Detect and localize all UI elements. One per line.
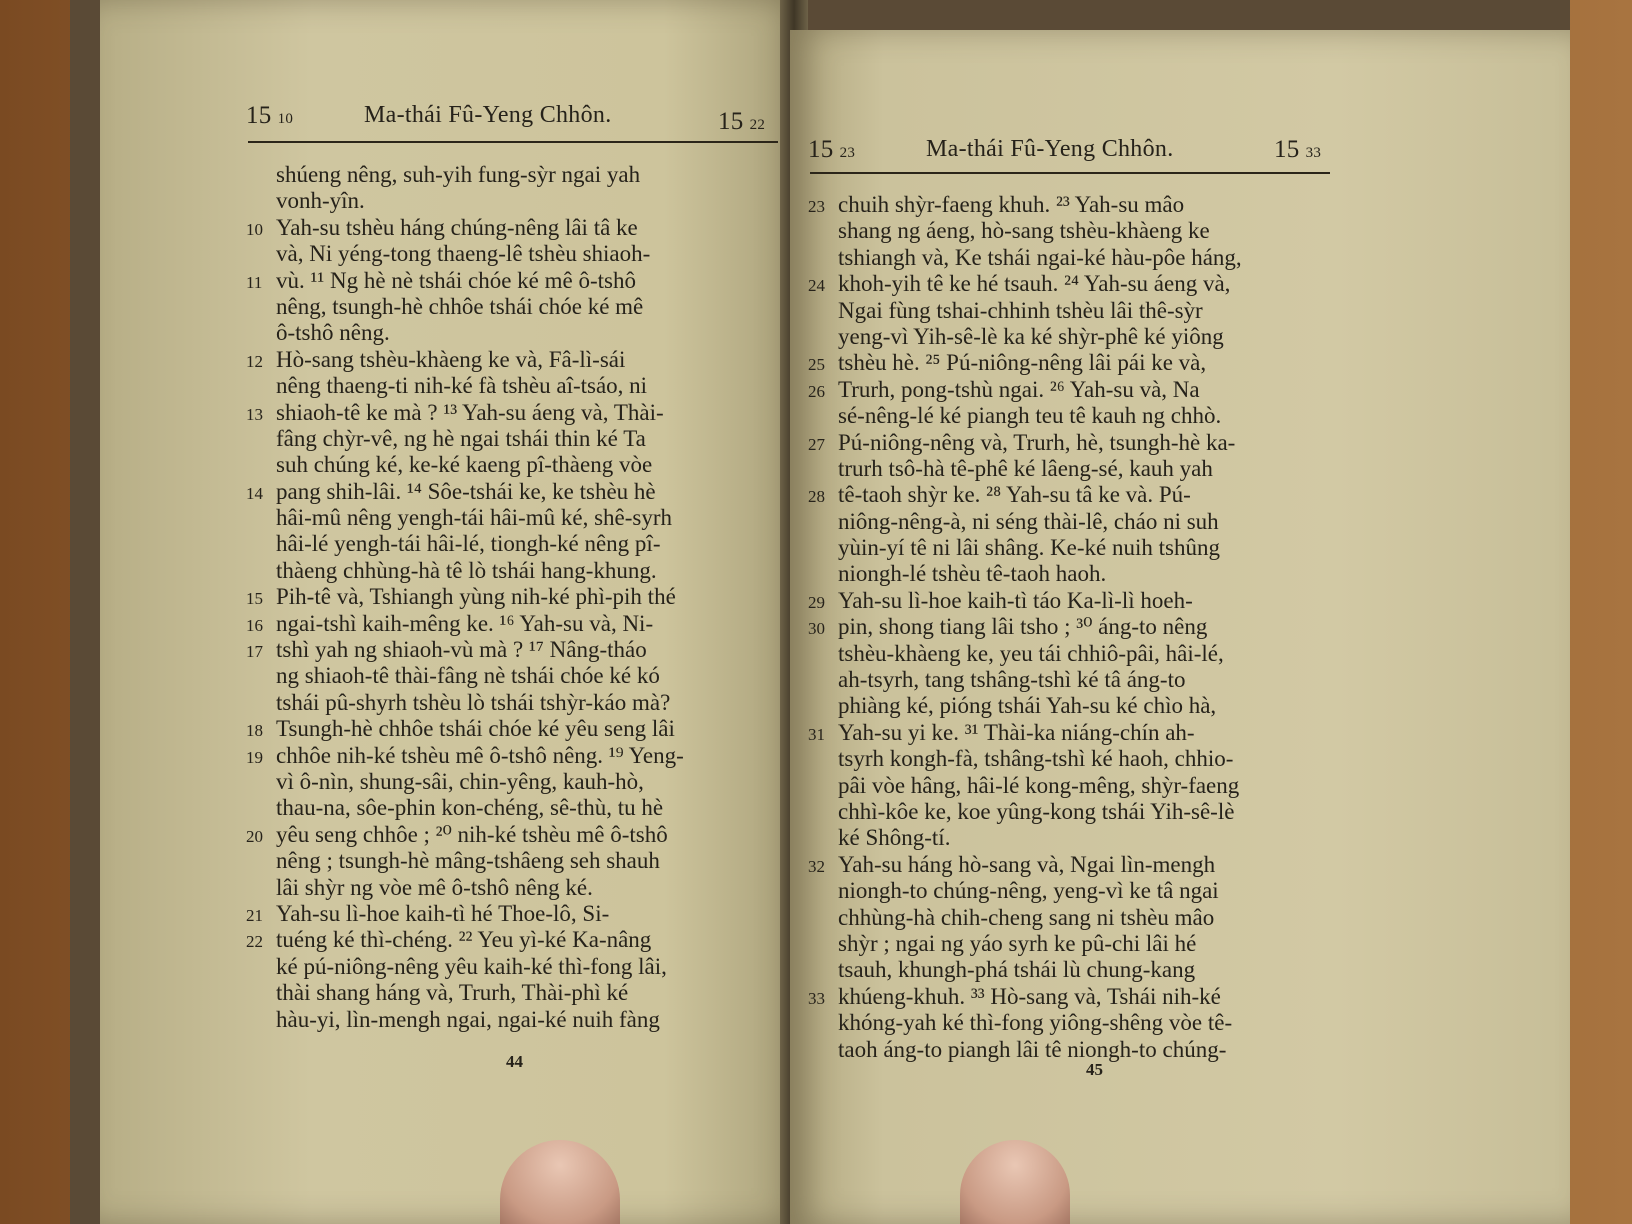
line-text: phiàng ké, pióng tshái Yah-su ké chìo hà, xyxy=(838,693,1217,719)
line-text: fâng chỳr-vê, ng hè ngai tshái thin ké Ta xyxy=(276,425,646,451)
line-text: tuéng ké thì-chéng. ²² Yeu yì-ké Ka-nâng xyxy=(276,927,652,953)
line-text: tê-taoh shỳr ke. ²⁸ Yah-su tâ ke và. Pú- xyxy=(838,482,1191,508)
line-text: shang ng áeng, hò-sang tshèu-khàeng ke xyxy=(838,218,1210,244)
left-header-last-verse: 22 xyxy=(749,117,766,133)
line-text: yeng-vì Yih-sê-lè ka ké shỳr-phê ké yiông xyxy=(838,323,1224,349)
line-text: lâi shỳr ng vòe mê ô-tshô nêng ké. xyxy=(276,874,593,900)
line-text: tshèu-khàeng ke, yeu tái chhiô-pâi, hâi-lé, xyxy=(838,640,1224,666)
text-line xyxy=(808,641,1368,667)
line-text: yùin-yí tê ni lâi shâng. Ke-ké nuih tshûng xyxy=(838,535,1220,561)
verse-number: 29 xyxy=(808,592,825,612)
text-line xyxy=(246,479,781,505)
line-text: ngai-tshì kaih-mêng ke. ¹⁶ Yah-su và, Ni- xyxy=(276,610,654,636)
text-line xyxy=(246,400,781,426)
line-text: yêu seng chhôe ; ²⁰ nih-ké tshèu mê ô-tshô xyxy=(276,821,668,847)
line-text: pâi vòe hâng, hâi-lé kong-mêng, shỳr-faeng xyxy=(838,772,1240,798)
text-line xyxy=(246,927,781,953)
line-text: niongh-to chúng-nêng, yeng-vì ke tâ ngai xyxy=(838,878,1219,904)
text-line xyxy=(808,984,1368,1010)
text-line xyxy=(808,271,1368,297)
verse-number: 25 xyxy=(808,355,825,375)
line-text: chhì-kôe ke, koe yûng-kong tshái Yih-sê-lè xyxy=(838,798,1235,824)
text-line xyxy=(808,693,1368,719)
verse-number: 18 xyxy=(246,721,263,741)
text-line xyxy=(808,825,1368,851)
verse-number: 30 xyxy=(808,619,825,639)
right-header-chapter-right xyxy=(1274,136,1321,164)
line-text: nêng, tsungh-hè chhôe tshái chóe ké mê xyxy=(276,293,644,319)
line-text: thài shang háng và, Trurh, Thài-phì ké xyxy=(276,980,629,1006)
text-line xyxy=(808,403,1368,429)
line-text: shiaoh-tê ke mà ? ¹³ Yah-su áeng và, Thài- xyxy=(276,399,664,425)
verse-number: 17 xyxy=(246,642,263,662)
text-line xyxy=(246,294,781,320)
verse-number: 31 xyxy=(808,724,825,744)
text-line xyxy=(246,347,781,373)
line-text: khoh-yih tê ke hé tsauh. ²⁴ Yah-su áeng và, xyxy=(838,271,1231,297)
text-line xyxy=(808,298,1368,324)
line-text: suh chúng ké, ke-ké kaeng pî-thàeng vòe xyxy=(276,452,653,478)
verse-number: 15 xyxy=(246,589,263,609)
line-text: chhôe nih-ké tshèu mê ô-tshô nêng. ¹⁹ Yeng- xyxy=(276,742,684,768)
left-header-chapter-right xyxy=(718,108,765,136)
text-line xyxy=(808,773,1368,799)
line-text: Trurh, pong-tshù ngai. ²⁶ Yah-su và, Na xyxy=(838,376,1200,402)
verse-number: 12 xyxy=(246,351,263,371)
text-line xyxy=(808,192,1368,218)
line-text: hàu-yi, lìn-mengh ngai, ngai-ké nuih fàng xyxy=(276,1006,660,1032)
left-page xyxy=(100,0,805,1224)
text-line xyxy=(808,482,1368,508)
left-header-title: Ma-thái Fû-Yeng Chhôn. xyxy=(364,102,612,128)
line-text: hâi-lé yengh-tái hâi-lé, tiongh-ké nêng pî- xyxy=(276,531,661,557)
line-text: trurh tsô-hà tê-phê ké lâeng-sé, kauh yah xyxy=(838,455,1213,481)
line-text: tshì yah ng shiaoh-vù mà ? ¹⁷ Nâng-tháo xyxy=(276,637,647,663)
right-page xyxy=(790,30,1570,1224)
line-text: nêng thaeng-ti nih-ké fà tshèu aî-tsáo, ni xyxy=(276,373,648,399)
text-line xyxy=(808,561,1368,587)
line-text: tshái pû-shyrh tshèu lò tshái tshỳr-káo mà? xyxy=(276,689,671,715)
text-line xyxy=(808,720,1368,746)
text-line xyxy=(246,980,781,1006)
line-text: Tsungh-hè chhôe tshái chóe ké yêu seng lâi xyxy=(276,716,675,742)
line-text: ké pú-niông-nêng yêu kaih-ké thì-fong lâi, xyxy=(276,953,667,979)
line-text: Yah-su háng hò-sang và, Ngai lìn-mengh xyxy=(838,851,1216,877)
line-text: ké Shông-tí. xyxy=(838,825,951,851)
verse-number: 10 xyxy=(246,219,263,239)
text-line xyxy=(808,430,1368,456)
line-text: vì ô-nìn, shung-sâi, chin-yêng, kauh-hò, xyxy=(276,768,644,794)
text-line xyxy=(246,215,781,241)
right-header-chapter-number: 15 xyxy=(808,136,834,163)
text-line xyxy=(246,901,781,927)
text-line xyxy=(808,245,1368,271)
left-running-header xyxy=(246,102,806,134)
line-text: tshèu hè. ²⁵ Pú-niông-nêng lâi pái ke và, xyxy=(838,350,1207,376)
text-line xyxy=(246,531,781,557)
line-text: chuih shỳr-faeng khuh. ²³ Yah-su mâo xyxy=(838,192,1185,217)
text-line xyxy=(246,241,781,267)
verse-number: 13 xyxy=(246,404,263,424)
text-line xyxy=(808,799,1368,825)
line-text: pang shih-lâi. ¹⁴ Sôe-tshái ke, ke tshèu hè xyxy=(276,478,656,504)
verse-number: 24 xyxy=(808,276,825,296)
left-header-rule xyxy=(248,141,778,143)
text-line xyxy=(246,822,781,848)
right-header-chapter xyxy=(808,136,855,164)
text-line xyxy=(808,957,1368,983)
verse-number: 20 xyxy=(246,826,263,846)
text-line xyxy=(246,268,781,294)
text-line xyxy=(808,456,1368,482)
text-line xyxy=(246,875,781,901)
text-line xyxy=(808,350,1368,376)
line-text: Pú-niông-nêng và, Trurh, hè, tsungh-hè ka- xyxy=(838,429,1236,455)
line-text: Ngai fùng tshai-chhinh tshèu lâi thê-sỳr xyxy=(838,297,1203,323)
text-line xyxy=(808,931,1368,957)
right-text-body xyxy=(808,192,1368,1063)
line-text: nêng ; tsungh-hè mâng-tshâeng seh shauh xyxy=(276,848,660,874)
right-header-title: Ma-thái Fû-Yeng Chhôn. xyxy=(926,136,1174,162)
line-text: shỳr ; ngai ng yáo syrh ke pû-chi lâi hé xyxy=(838,930,1197,956)
line-text: thàeng chhùng-hà tê lò tshái hang-khung. xyxy=(276,557,657,583)
text-line xyxy=(246,716,781,742)
text-line xyxy=(246,848,781,874)
line-text: ng shiaoh-tê thài-fâng nè tshái chóe ké kó xyxy=(276,663,660,689)
text-line xyxy=(246,769,781,795)
verse-number: 22 xyxy=(246,932,263,952)
verse-number: 27 xyxy=(808,434,825,454)
line-text: Yah-su yi ke. ³¹ Thài-ka niáng-chín ah- xyxy=(838,719,1195,745)
line-text: Yah-su lì-hoe kaih-tì táo Ka-lì-lì hoeh- xyxy=(838,587,1193,613)
line-text: niongh-lé tshèu tê-taoh haoh. xyxy=(838,561,1107,587)
text-line xyxy=(246,1007,781,1033)
line-text: khúeng-khuh. ³³ Hò-sang và, Tshái nih-ké xyxy=(838,983,1221,1009)
left-header-right-chapter-number: 15 xyxy=(718,108,744,135)
right-page-number: 45 xyxy=(1086,1060,1103,1079)
line-text: shúeng nêng, suh-yih fung-sỳr ngai yah xyxy=(276,162,641,187)
text-line xyxy=(246,637,781,663)
text-line xyxy=(246,954,781,980)
line-text: vù. ¹¹ Ng hè nè tshái chóe ké mê ô-tshô xyxy=(276,267,636,293)
right-header-right-chapter-number: 15 xyxy=(1274,136,1300,163)
text-line xyxy=(246,505,781,531)
text-line xyxy=(808,667,1368,693)
left-text-body xyxy=(246,162,781,1033)
line-text: khóng-yah ké thì-fong yiông-shêng vòe tê- xyxy=(838,1010,1233,1036)
line-text: sé-nêng-lé ké piangh teu tê kauh ng chhò. xyxy=(838,403,1222,429)
text-line xyxy=(808,377,1368,403)
text-line xyxy=(246,558,781,584)
line-text: Hò-sang tshèu-khàeng ke và, Fâ-lì-sái xyxy=(276,346,626,372)
verse-number: 11 xyxy=(246,272,263,292)
verse-number: 23 xyxy=(808,197,825,216)
line-text: ô-tshô nêng. xyxy=(276,320,390,346)
text-line xyxy=(246,426,781,452)
text-line xyxy=(808,535,1368,561)
line-text: tsyrh kongh-fà, tshâng-tshì ké haoh, chhio- xyxy=(838,746,1234,772)
line-text: tshiangh và, Ke tshái ngai-ké hàu-pôe háng, xyxy=(838,244,1242,270)
line-text: Yah-su lì-hoe kaih-tì hé Thoe-lô, Si- xyxy=(276,900,610,926)
text-line xyxy=(246,320,781,346)
right-header-last-verse: 33 xyxy=(1305,145,1322,161)
text-line xyxy=(246,743,781,769)
verse-number: 26 xyxy=(808,381,825,401)
text-line xyxy=(246,373,781,399)
text-line xyxy=(246,162,781,188)
verse-number: 19 xyxy=(246,747,263,767)
line-text: ah-tsyrh, tang tshâng-tshì ké tâ áng-to xyxy=(838,667,1186,693)
text-line xyxy=(246,690,781,716)
text-line xyxy=(808,324,1368,350)
right-running-header xyxy=(808,136,1348,168)
verse-number: 16 xyxy=(246,615,263,635)
text-line xyxy=(246,663,781,689)
line-text: niông-nêng-à, ni séng thài-lê, cháo ni suh xyxy=(838,508,1219,534)
left-header-chapter-number: 15 xyxy=(246,102,272,129)
verse-number: 28 xyxy=(808,487,825,507)
line-text: vonh-yîn. xyxy=(276,188,365,214)
line-text: chhùng-hà chih-cheng sang ni tshèu mâo xyxy=(838,904,1215,930)
text-line xyxy=(808,509,1368,535)
right-header-rule xyxy=(810,172,1330,174)
text-line xyxy=(808,878,1368,904)
text-line xyxy=(808,218,1368,244)
text-line xyxy=(246,795,781,821)
text-line xyxy=(808,1037,1368,1063)
line-text: Pih-tê và, Tshiangh yùng nih-ké phì-pih thé xyxy=(276,584,676,610)
right-header-first-verse: 23 xyxy=(839,145,856,161)
text-line xyxy=(808,905,1368,931)
line-text: hâi-mû nêng yengh-tái hâi-mû ké, shê-syrh xyxy=(276,505,672,531)
line-text: pin, shong tiang lâi tsho ; ³⁰ áng-to nêng xyxy=(838,614,1208,640)
text-line xyxy=(808,588,1368,614)
line-text: và, Ni yéng-tong thaeng-lê tshèu shiaoh- xyxy=(276,241,651,267)
left-header-chapter xyxy=(246,102,293,130)
verse-number: 21 xyxy=(246,905,263,925)
left-page-number: 44 xyxy=(506,1052,523,1071)
left-header-first-verse: 10 xyxy=(277,111,294,127)
text-line xyxy=(808,1010,1368,1036)
verse-number: 33 xyxy=(808,988,825,1008)
line-text: taoh áng-to piangh lâi tê niongh-to chúng- xyxy=(838,1036,1227,1062)
text-line xyxy=(246,452,781,478)
text-line xyxy=(808,852,1368,878)
line-text: tsauh, khungh-phá tshái lù chung-kang xyxy=(838,957,1196,983)
text-line xyxy=(808,746,1368,772)
line-text: thau-na, sôe-phin kon-chéng, sê-thù, tu hè xyxy=(276,795,664,821)
text-line xyxy=(246,611,781,637)
text-line xyxy=(246,188,781,214)
text-line xyxy=(808,614,1368,640)
verse-number: 14 xyxy=(246,483,263,503)
text-line xyxy=(246,584,781,610)
line-text: Yah-su tshèu háng chúng-nêng lâi tâ ke xyxy=(276,214,638,240)
verse-number: 32 xyxy=(808,856,825,876)
